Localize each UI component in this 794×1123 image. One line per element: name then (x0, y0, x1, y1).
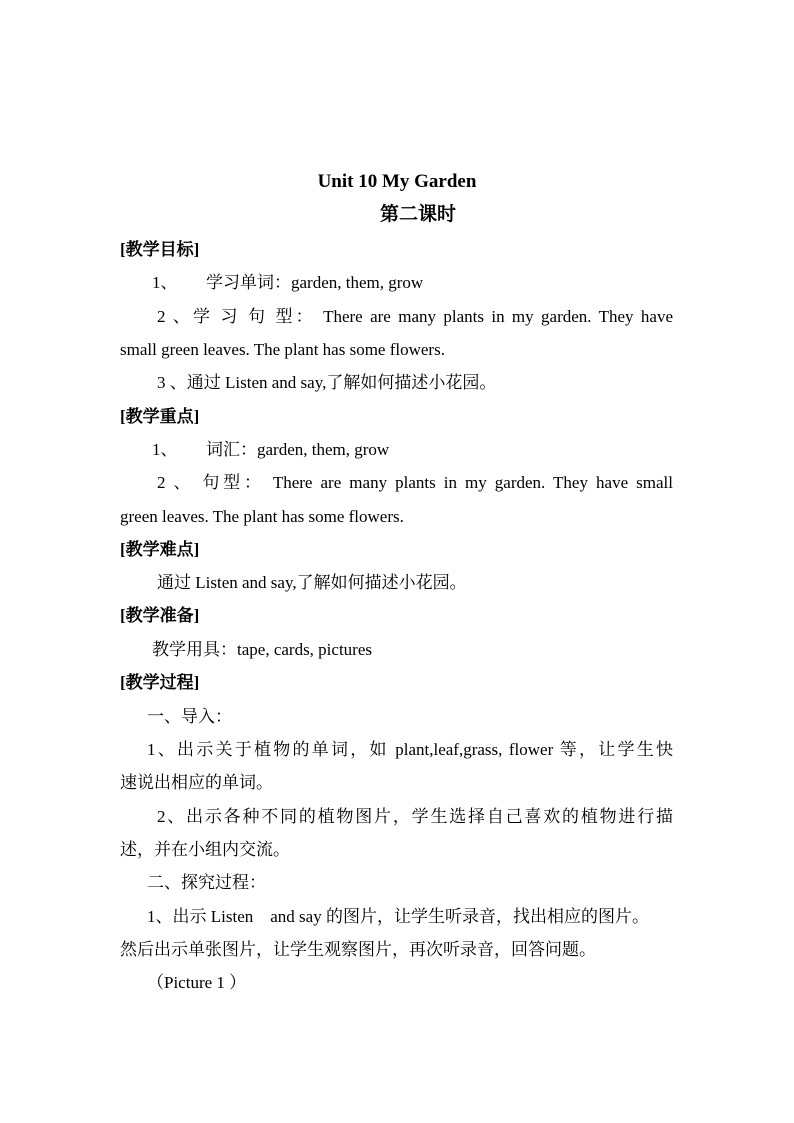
section-2-item-1-line-1: 1、出示 Listen and say 的图片，让学生听录音，找出相应的图片。 (147, 907, 649, 926)
difficulties-heading: [教学难点] (120, 540, 200, 559)
picture-label: （Picture 1 ） (147, 973, 247, 992)
lesson-subtitle: 第二课时 (379, 204, 456, 225)
objectives-heading: [教学目标] (120, 240, 200, 259)
key-point-2-line-1: 2 、 句型： There are many plants in my garden. They have small (157, 473, 673, 492)
objective-3-text: 3 、通过 Listen and say,了解如何描述小花园。 (157, 373, 497, 392)
section-1-item-1-line-2: 速说出相应的单词。 (120, 773, 273, 792)
section-1-item-2-line-1: 2、出示各种不同的植物图片，学生选择自己喜欢的植物进行描 (157, 807, 673, 826)
key-point-1-text: 词汇：garden, them, grow (206, 440, 390, 459)
section-1-heading: 一、导入： (147, 707, 232, 726)
section-2-heading: 二、探究过程： (147, 873, 266, 892)
key-points-heading: [教学重点] (120, 407, 200, 426)
objective-1-text: 学习单词：garden, them, grow (206, 273, 424, 292)
objective-2-line-2: small green leaves. The plant has some flowers. (120, 340, 445, 359)
key-point-1-number: 1、 (152, 440, 178, 459)
preparation-heading: [教学准备] (120, 606, 200, 625)
section-1-item-1-line-1: 1、出示关于植物的单词，如 plant,leaf,grass, flower 等，让学生快 (147, 740, 673, 759)
section-1-item-2-line-2: 述，并在小组内交流。 (120, 840, 290, 859)
section-2-item-1-line-2: 然后出示单张图片，让学生观察图片，再次听录音，回答问题。 (120, 940, 596, 959)
document-title: Unit 10 My Garden (317, 171, 477, 192)
preparation-text: 教学用具：tape, cards, pictures (152, 640, 372, 659)
process-heading: [教学过程] (120, 673, 200, 692)
difficulties-text: 通过 Listen and say,了解如何描述小花园。 (157, 573, 467, 592)
key-point-2-line-2: green leaves. The plant has some flowers. (120, 507, 404, 526)
objective-2-line-1: 2 、学 习 句 型： There are many plants in my garden. They have (157, 307, 673, 326)
objective-1-number: 1、 (152, 273, 178, 292)
